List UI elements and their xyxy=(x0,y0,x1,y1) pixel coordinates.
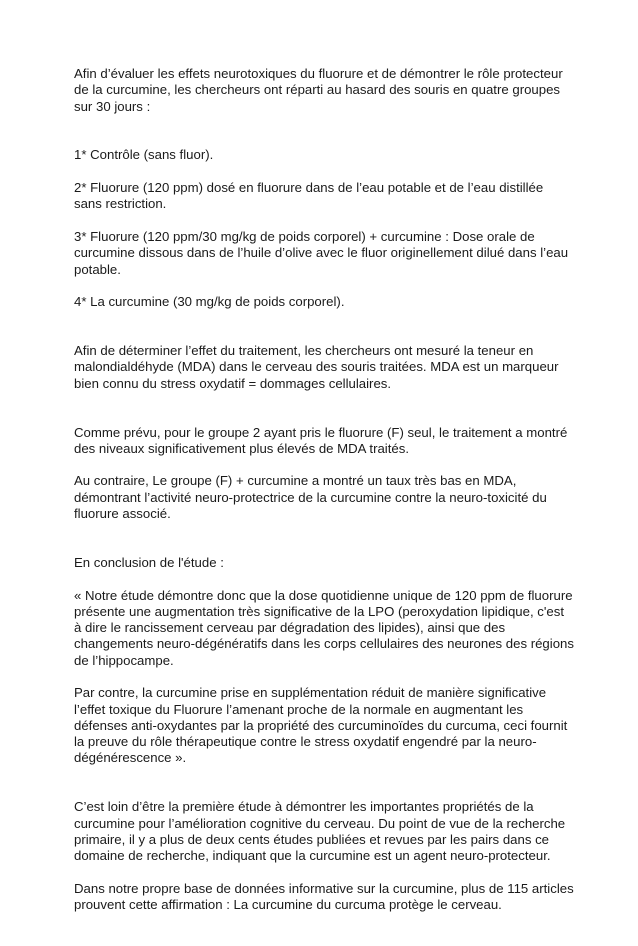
quote-paragraph-1: « Notre étude démontre donc que la dose quotidienne unique de 120 ppm de fluorure présente une augmentation très significative de la LPO (peroxydation lipidique, c'est à dire le rancissement cerveau par dégradation des lipides), ainsi que des changements neuro-dégénératifs dans les corps cellulaires des neurones des régions de l’hippocampe. xyxy=(74,587,574,668)
conclusion-heading: En conclusion de l'étude : xyxy=(74,554,224,570)
closing-paragraph-1: C’est loin d’être la première étude à démontrer les importantes propriétés de la curcumine pour l’amélioration cognitive du cerveau. Du point de vue de la recherche primaire, il y a plus de deux cents études publiées et revues par les pairs dans ce domaine de recherche, indiquant que la curcumine est un agent neuro-protecteur. xyxy=(74,799,566,864)
closing-block xyxy=(74,783,574,930)
document-page xyxy=(74,66,574,946)
group-item-4: 4* La curcumine (30 mg/kg de poids corporel). xyxy=(74,294,345,310)
group-item-2: 2* Fluorure (120 ppm) dosé en fluorure dans de l’eau potable et de l’eau distillée sans restriction. xyxy=(74,180,544,212)
results-paragraph-1: Comme prévu, pour le groupe 2 ayant pris le fluorure (F) seul, le traitement a montré des niveaux significativement plus élevés de MDA traités. xyxy=(74,424,568,456)
results-block xyxy=(74,408,574,538)
quote-paragraph-2: Par contre, la curcumine prise en supplémentation réduit de manière significative l’effet toxique du Fluorure l’amenant proche de la normale en augmentant les défenses anti-oxydantes par la propriété des curcuminoïdes du curcuma, ceci fournit la preuve du rôle thérapeutique contre le stress oxydatif engendré par la neuro-dégénérescence ». xyxy=(74,685,568,766)
intro-paragraph: Afin d’évaluer les effets neurotoxiques du fluorure et de démontrer le rôle protecteur de la curcumine, les chercheurs ont réparti au hasard des souris en quatre groupes sur 30 jours : xyxy=(74,66,563,114)
group-item-1: 1* Contrôle (sans fluor). xyxy=(74,147,214,163)
groups-list xyxy=(74,131,574,327)
group-item-3: 3* Fluorure (120 ppm/30 mg/kg de poids corporel) + curcumine : Dose orale de curcumine dissous dans de l’huile d’olive avec le fluor originellement dilué dans l’eau potable. xyxy=(74,228,569,277)
closing-paragraph-2: Dans notre propre base de données informative sur la curcumine, plus de 115 articles prouvent cette affirmation : La curcumine du curcuma protège le cerveau. xyxy=(74,880,574,913)
measure-paragraph: Afin de déterminer l’effet du traitement, les chercheurs ont mesuré la teneur en malondialdéhyde (MDA) dans le cerveau des souris traitées. MDA est un marqueur bien connu du stress oxydatif = dommages cellulaires. xyxy=(74,343,559,391)
results-paragraph-2: Au contraire, Le groupe (F) + curcumine a montré un taux très bas en MDA, démontrant l’activité neuro-protectrice de la curcumine contre la neuro-toxicité du fluorure associé. xyxy=(74,473,547,522)
